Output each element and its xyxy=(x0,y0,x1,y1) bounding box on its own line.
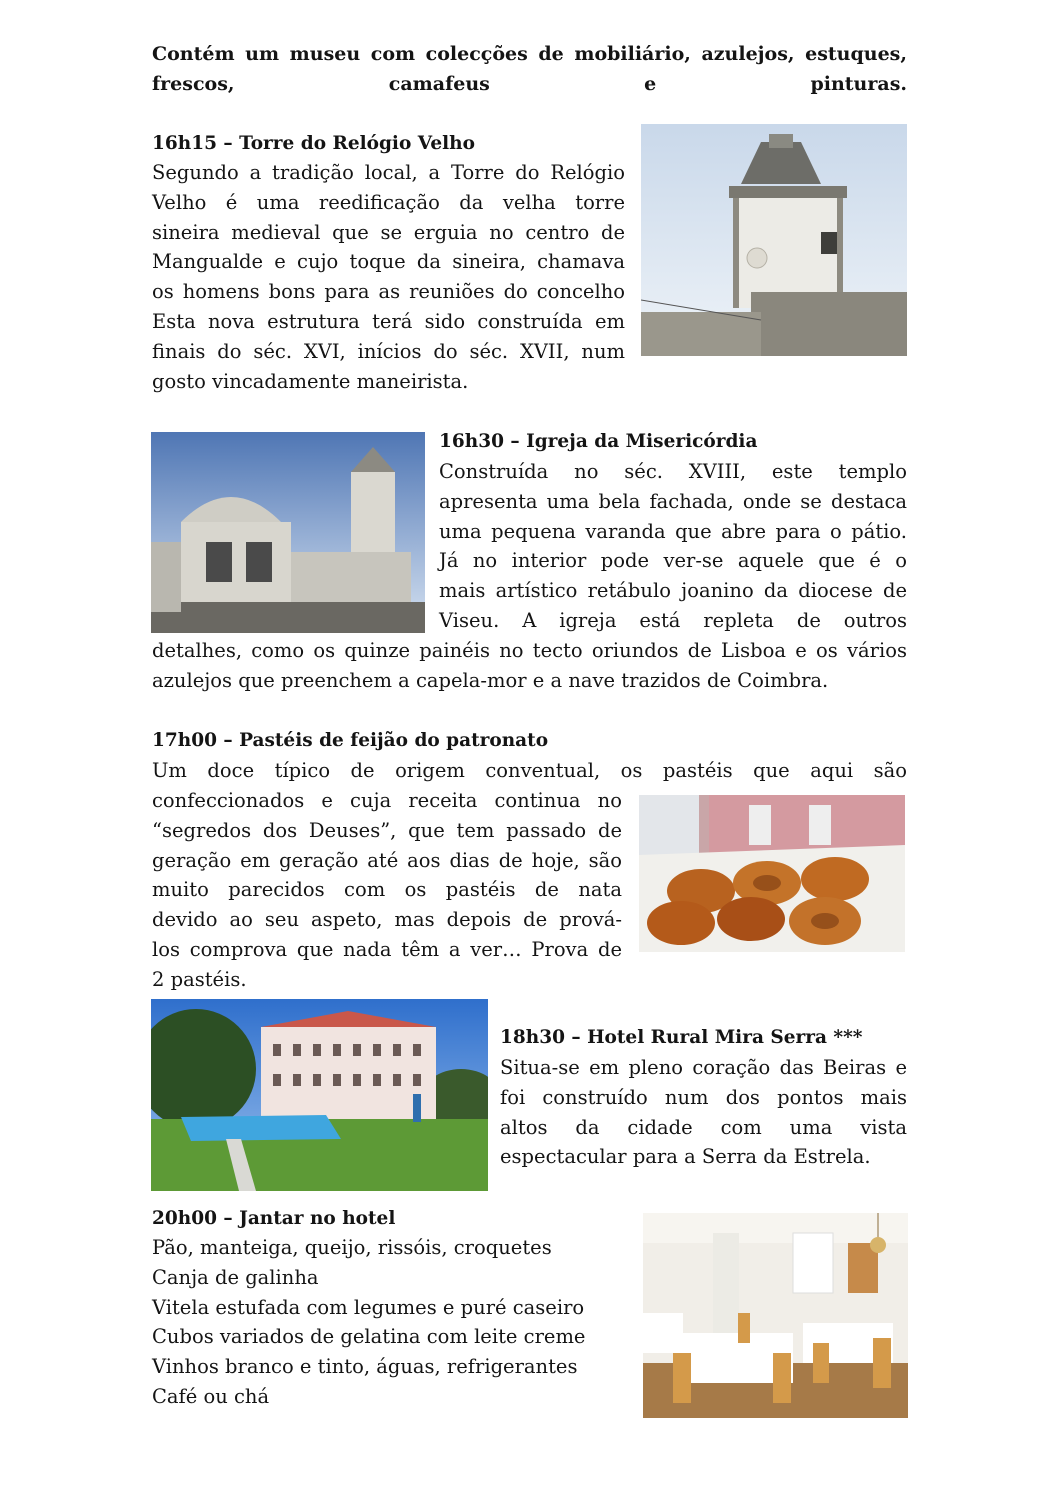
menu-item: Vinhos branco e tinto, águas, refrigerantes xyxy=(152,1355,578,1379)
jantar-heading: 20h00 – Jantar no hotel xyxy=(152,1208,396,1229)
pasteis-line: Um doce típico de origem conventual, os pastéis que aqui são xyxy=(152,759,907,782)
pasteis-first-line-wrap xyxy=(152,756,907,786)
jantar-menu xyxy=(152,1233,632,1412)
torre-line: gosto vincadamente maneirista. xyxy=(152,369,469,393)
hotel-heading: 18h30 – Hotel Rural Mira Serra *** xyxy=(500,1027,863,1048)
hotel-photo xyxy=(151,999,488,1191)
torre-line: Velho é uma reedificação da velha torre xyxy=(152,190,625,214)
torre-heading: 16h15 – Torre do Relógio Velho xyxy=(152,133,475,154)
torre-line: Mangualde e cujo toque da sineira, chamava xyxy=(152,250,625,274)
hotel-line: espectacular para a Serra da Estrela. xyxy=(500,1145,871,1169)
torre-line: finais do séc. XVI, inícios do séc. XVII, num xyxy=(152,339,625,363)
hotel-line: altos da cidade com uma vista xyxy=(500,1115,907,1139)
intro-paragraph xyxy=(152,40,907,100)
menu-item: Pão, manteiga, queijo, rissóis, croquetes xyxy=(152,1236,552,1259)
menu-item: Cubos variados de gelatina com leite creme xyxy=(152,1325,586,1349)
pasteis-line: devido ao seu aspeto, mas depois de prová- xyxy=(152,908,622,932)
pasteis-line: 2 pastéis. xyxy=(152,967,247,991)
igreja-line: azulejos que preenchem a capela-mor e a nave trazidos de Coimbra. xyxy=(152,668,829,692)
torre-line: sineira medieval que se erguia no centro de xyxy=(152,220,625,244)
igreja-paragraph xyxy=(439,457,907,636)
menu-item: Vitela estufada com legumes e puré caseiro xyxy=(152,1295,585,1319)
igreja-line: uma pequena varanda que abre para o pátio. xyxy=(439,519,907,543)
pasteis-line: confeccionados e cuja receita continua no xyxy=(152,789,622,812)
pasteis-line: los comprova que nada têm a ver… Prova de xyxy=(152,937,622,961)
menu-item: Canja de galinha xyxy=(152,1265,319,1289)
pasteis-paragraph xyxy=(152,786,622,995)
igreja-line: Construída no séc. XVIII, este templo xyxy=(439,460,907,483)
hotel-paragraph xyxy=(500,1053,907,1172)
torre-line: Segundo a tradição local, a Torre do Relógio xyxy=(152,161,625,184)
torre-paragraph xyxy=(152,158,625,396)
igreja-paragraph-continued xyxy=(152,636,907,696)
dining-room-photo xyxy=(643,1213,908,1418)
intro-line: Contém um museu com colecções de mobiliário, azulejos, estuques, xyxy=(152,43,907,65)
pasteis-heading: 17h00 – Pastéis de feijão do patronato xyxy=(152,730,549,751)
menu-item: Café ou chá xyxy=(152,1384,270,1408)
intro-line: frescos, camafeus e pinturas. xyxy=(152,72,907,95)
torre-line: os homens bons para as reuniões do concelho xyxy=(152,280,625,304)
torre-line: Esta nova estrutura terá sido construída em xyxy=(152,309,625,333)
igreja-heading: 16h30 – Igreja da Misericórdia xyxy=(439,431,758,452)
pasteis-line: muito parecidos com os pastéis de nata xyxy=(152,878,622,902)
igreja-line: Já no interior pode ver-se aquele que é o xyxy=(439,549,907,573)
church-photo xyxy=(151,432,425,633)
igreja-line: mais artístico retábulo joanino da diocese de xyxy=(439,579,907,603)
igreja-line: detalhes, como os quinze painéis no tecto oriundos de Lisboa e os vários xyxy=(152,639,907,662)
pasteis-line: geração em geração até aos dias de hoje, são xyxy=(152,848,622,872)
pasteis-line: “segredos dos Deuses”, que tem passado de xyxy=(152,818,622,842)
pastries-photo xyxy=(639,795,905,952)
igreja-line: Viseu. A igreja está repleta de outros xyxy=(439,608,907,632)
hotel-line: Situa-se em pleno coração das Beiras e xyxy=(500,1056,907,1079)
hotel-line: foi construído num dos pontos mais xyxy=(500,1085,907,1109)
igreja-line: apresenta uma bela fachada, onde se destaca xyxy=(439,489,907,513)
clock-tower-photo xyxy=(641,124,907,356)
